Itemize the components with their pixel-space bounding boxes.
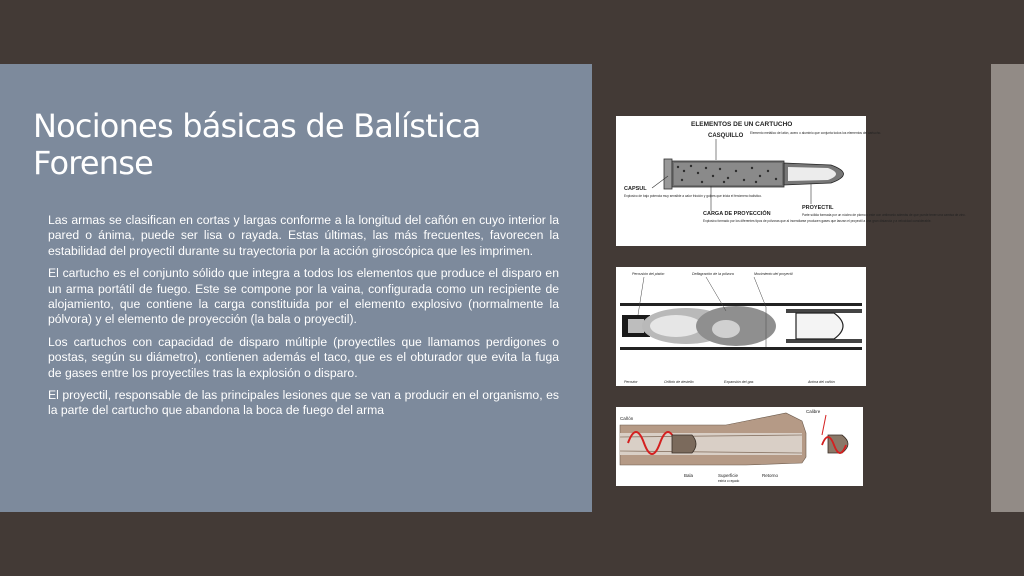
paragraph-armas: Las armas se clasifican en cortas y largas conforme a la longitud del cañón en cuyo interior la pared o ánima, puede ser lisa o rayada. Estas últimas, las más frecuentes, favorecen la estabilidad del proyectil durante su trayectoria por la acción giroscópica que les imprimen. — [48, 213, 559, 258]
cartridge-elements-figure — [616, 116, 966, 246]
cartridge-icon — [664, 159, 844, 189]
paragraph-cartucho: El cartucho es el conjunto sólido que integra a todos los elementos que produce el disparo en un arma portátil de fuego. Este se compone por la vaina, configurada como un recipiente de alojamiento, que contiene la carga constituida por el elemento explosivo (normalmente la pólvora) y el elemento de proyección (la bala o proyectil). — [48, 266, 559, 327]
paragraph-perdigones: Los cartuchos con capacidad de disparo múltiple (proyectiles que llamamos perdigones o postas, según su diámetro), contienen además el taco, que es el obturador que evita la fuga de gases entre los proyectiles tras la explosión o disparo. — [48, 334, 559, 380]
slide-title-line2: Forense — [33, 144, 154, 182]
fig2-movimiento-label: Movimiento del proyectil — [754, 272, 793, 276]
right-accent-bar — [991, 64, 1024, 512]
firing-sequence-figure — [616, 267, 866, 386]
fig1-casquillo-label: CASQUILLO — [708, 133, 744, 139]
fig3-canon-label: Cañón — [620, 416, 634, 421]
fig1-carga-desc: Explosivo formado por los diferentes tipos de pólvoras que al incendiarse producen gases que lanzan el proyectil a una gran distancia y a velocidad considerable. — [703, 219, 932, 223]
fig3-calibre-label: Calibre — [806, 409, 821, 414]
paragraph-proyectil: El proyectil, responsable de las principales lesiones que se van a producir en el organismo, es la parte del cartucho que abandona la boca de fuego del arma — [48, 388, 559, 418]
fig2-percusion-label: Percusión del pistón — [632, 272, 665, 276]
fig1-capsul-label: CAPSUL — [624, 186, 647, 192]
rifling-caliber-figure — [616, 407, 863, 486]
fig2-orificio-label: Orificio de destello — [664, 380, 694, 384]
fig1-capsul-desc: Explosivo de bajo potencia muy sensible a calor fricción y golpes que inicia el fenómeno balístico. — [624, 194, 762, 198]
barrel-cross-section-icon — [620, 277, 862, 350]
slide-body — [48, 213, 559, 426]
fig1-carga-label: CARGA DE PROYECCIÓN — [703, 211, 771, 217]
fig1-proyectil-label: PROYECTIL — [802, 205, 834, 211]
fig1-casquillo-desc: Elemento metálico de latón, acero o aluminio que conjunta todos los elementos del cartucho. — [750, 131, 882, 135]
fig1-proyectil-desc: Parte sólida formada por un núcleo de plomo o este con antimonio además de que puede tener una camisa de zinc. — [802, 213, 966, 217]
fig2-anima-label: Anima del cañón — [808, 380, 835, 384]
fig2-expansion-label: Expansión del gas — [724, 380, 754, 384]
rifled-barrel-icon — [620, 413, 848, 465]
fig3-bala-label: Bala — [684, 473, 694, 478]
fig3-superficie-label: Superficie — [718, 473, 739, 478]
slide-title-line1: Nociones básicas de Balística — [33, 107, 481, 145]
slide-title — [33, 108, 553, 182]
fig2-deflagracion-label: Deflagración de la pólvora — [692, 272, 734, 276]
fig3-retorno-label: Retorno — [762, 473, 779, 478]
fig3-superficie-sub-label: estría o rayado — [718, 479, 740, 483]
fig1-title: ELEMENTOS DE UN CARTUCHO — [691, 121, 793, 128]
fig2-percutor-label: Percutor — [624, 380, 638, 384]
